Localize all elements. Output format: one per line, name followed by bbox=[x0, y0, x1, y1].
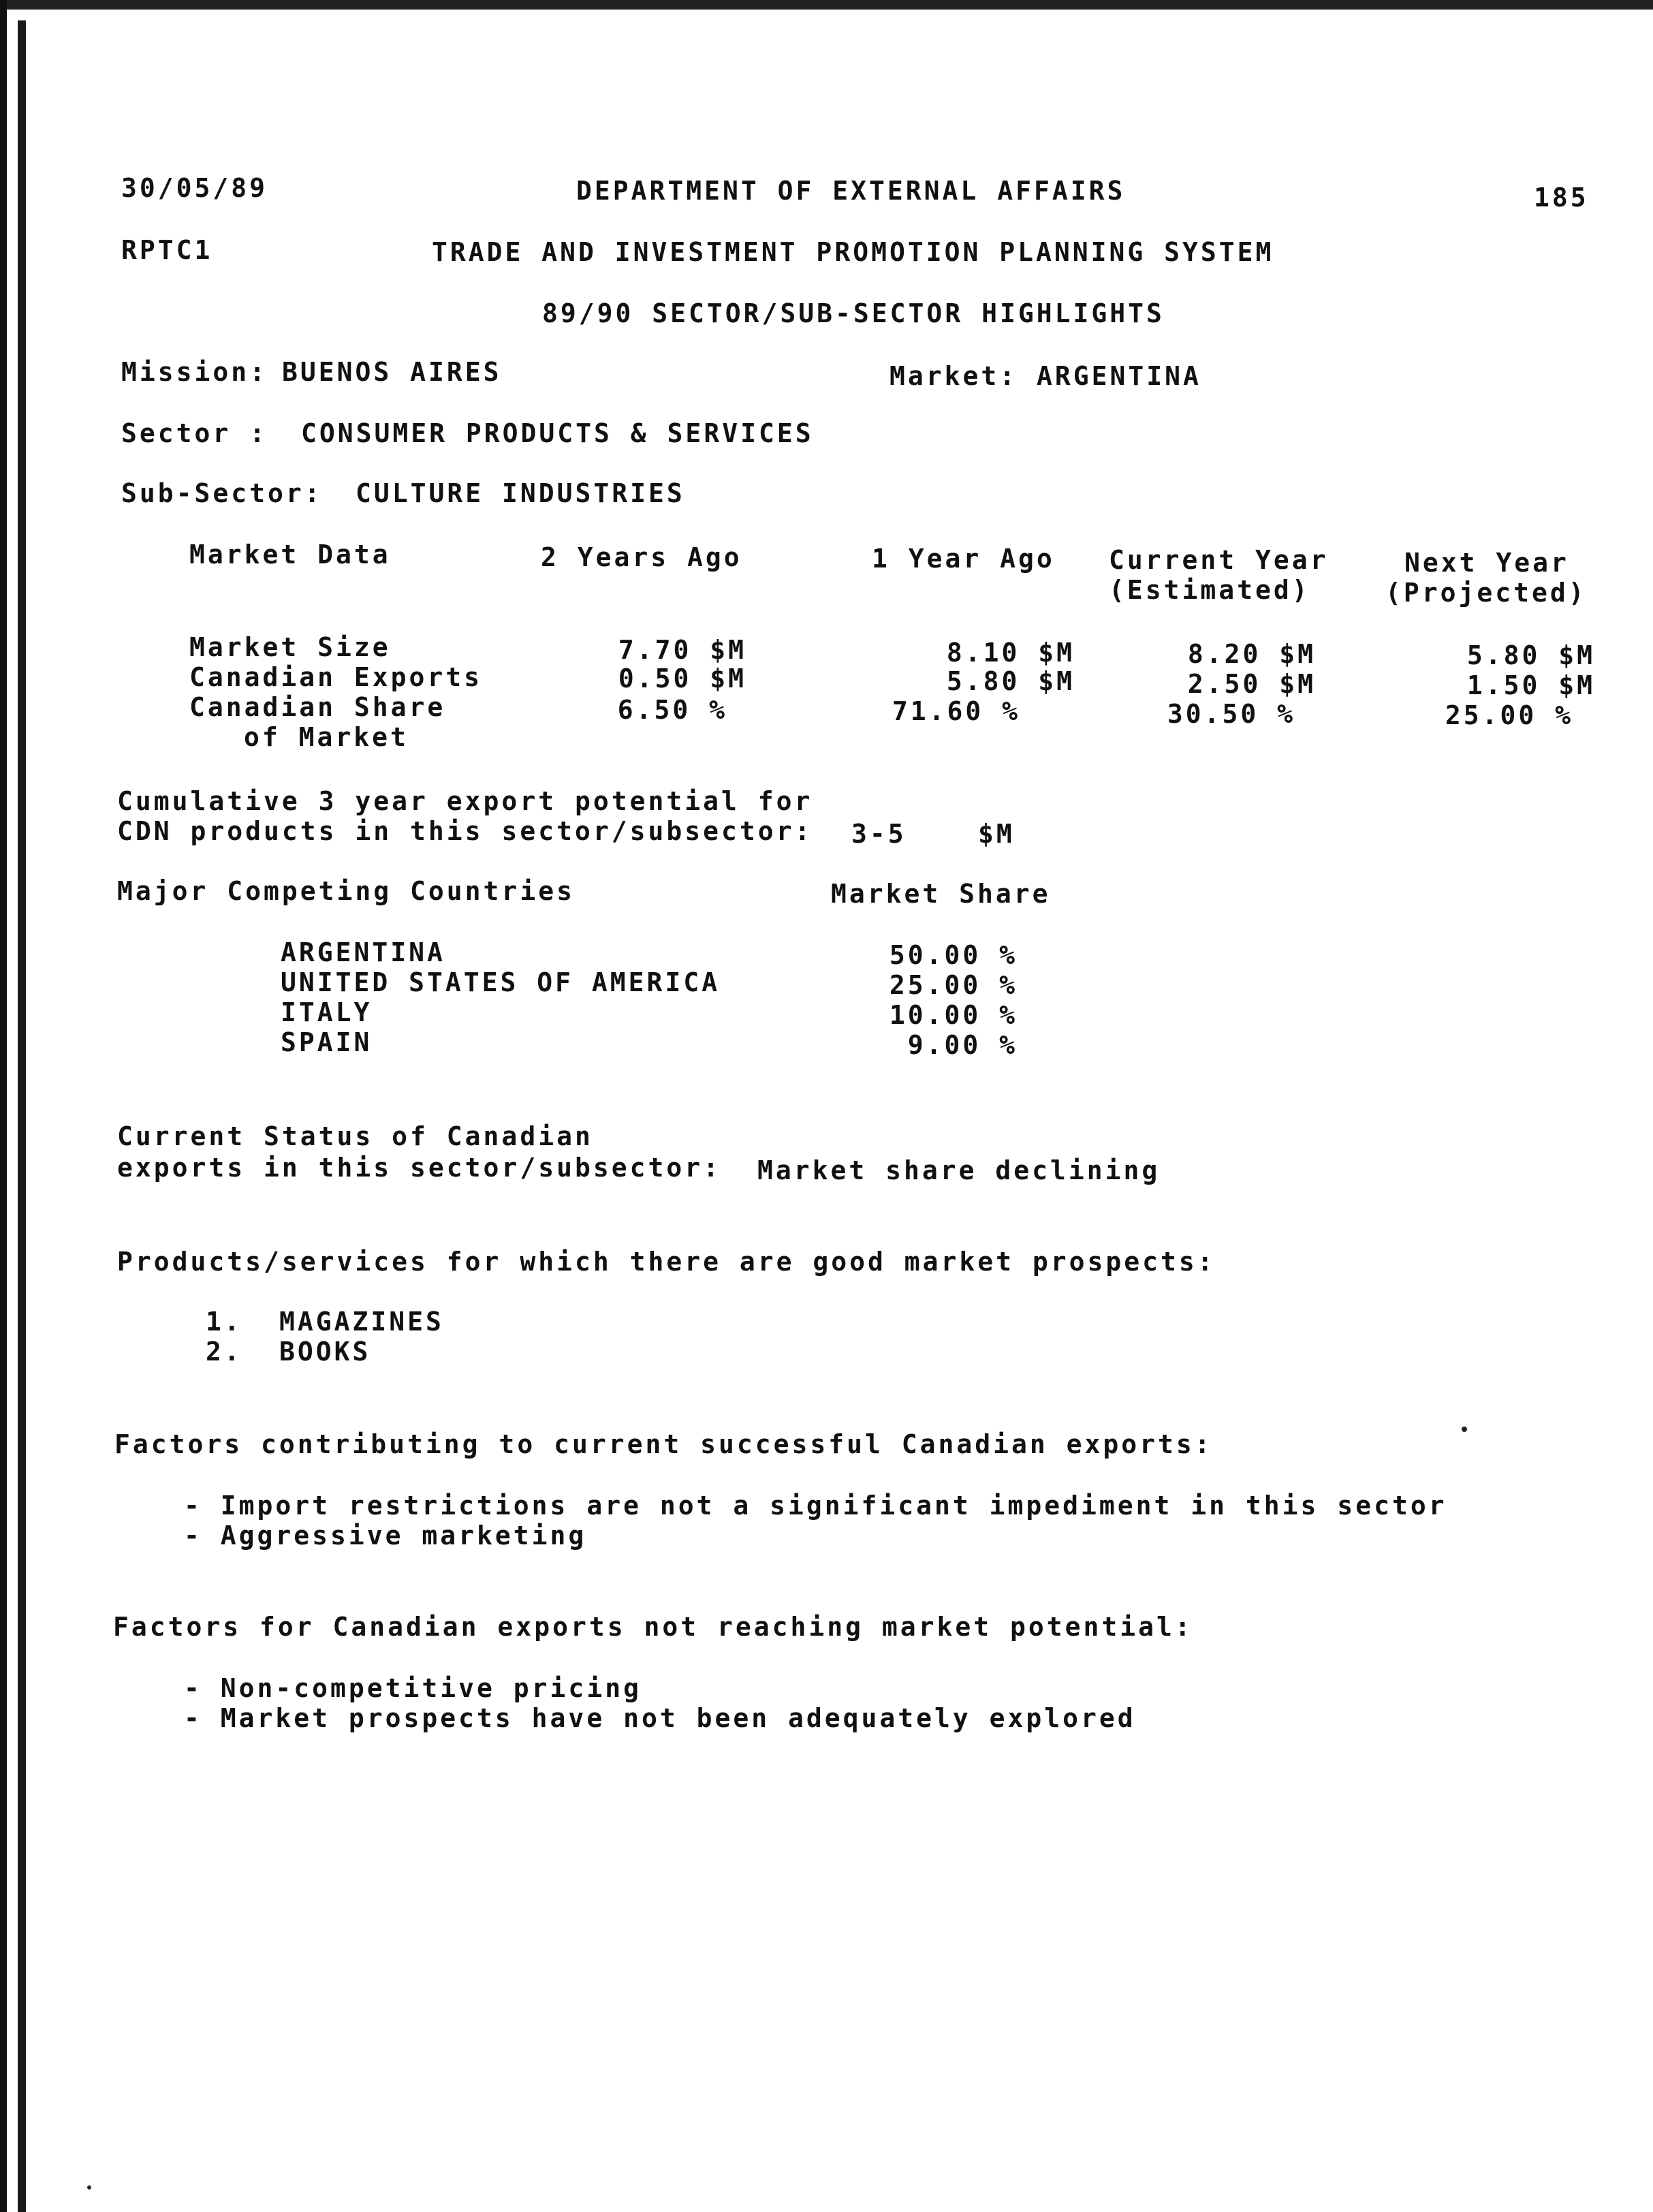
success-factor-item: - Import restrictions are not a significant impediment in this sector bbox=[184, 1491, 1447, 1521]
cell-canadian-share-2y: 6.50 % bbox=[617, 695, 727, 725]
mission-label: Mission: bbox=[121, 357, 268, 387]
market-value: ARGENTINA bbox=[1037, 361, 1201, 391]
cell-canadian-share-1y: 71.60 % bbox=[892, 696, 1020, 726]
cell-canadian-exports-next: 1.50 $M bbox=[1466, 670, 1595, 700]
cell-market-size-next: 5.80 $M bbox=[1466, 640, 1595, 670]
cumulative-unit: $M bbox=[978, 819, 1015, 849]
col-header-next-year-sub: (Projected) bbox=[1385, 578, 1587, 608]
success-factor-item: - Aggressive marketing bbox=[184, 1521, 587, 1551]
sector-value: CONSUMER PRODUCTS & SERVICES bbox=[301, 418, 814, 448]
success-factors-heading: Factors contributing to current successful Canadian exports: bbox=[114, 1429, 1213, 1459]
col-header-one-year-ago: 1 Year Ago bbox=[872, 544, 1055, 574]
cell-canadian-share-next: 25.00 % bbox=[1445, 700, 1573, 730]
cell-canadian-exports-1y: 5.80 $M bbox=[946, 666, 1075, 696]
cell-market-size-current: 8.20 $M bbox=[1187, 639, 1316, 669]
system-title: TRADE AND INVESTMENT PROMOTION PLANNING SYSTEM bbox=[432, 237, 1274, 267]
cell-market-size-1y: 8.10 $M bbox=[946, 638, 1075, 668]
cell-canadian-exports-current: 2.50 $M bbox=[1187, 669, 1316, 699]
scan-binding-line bbox=[18, 20, 26, 2212]
shortfall-factors-heading: Factors for Canadian exports not reaching market potential: bbox=[113, 1612, 1193, 1642]
cumulative-line-1: Cumulative 3 year export potential for bbox=[117, 786, 813, 816]
prospects-heading: Products/services for which there are good market prospects: bbox=[117, 1247, 1216, 1277]
competitor-country: SPAIN bbox=[281, 1027, 373, 1057]
row-label-canadian-share: Canadian Share bbox=[189, 692, 446, 722]
cell-canadian-exports-2y: 0.50 $M bbox=[618, 664, 746, 694]
shortfall-factor-item: - Non-competitive pricing bbox=[184, 1673, 642, 1703]
subsector-value: CULTURE INDUSTRIES bbox=[356, 478, 685, 508]
prospect-number: 1. bbox=[206, 1307, 242, 1337]
row-label-market-size: Market Size bbox=[189, 632, 391, 662]
prospect-item: MAGAZINES bbox=[279, 1307, 444, 1337]
col-header-market-data: Market Data bbox=[189, 540, 391, 570]
cell-market-size-2y: 7.70 $M bbox=[618, 635, 746, 665]
market-label: Market: bbox=[890, 361, 1018, 391]
mission-value: BUENOS AIRES bbox=[282, 357, 502, 387]
subsector-label: Sub-Sector: bbox=[121, 478, 323, 508]
page-number: 185 bbox=[1534, 183, 1589, 213]
status-line-1: Current Status of Canadian bbox=[117, 1121, 593, 1151]
competitor-country: ARGENTINA bbox=[281, 937, 445, 967]
competitor-country: ITALY bbox=[281, 997, 373, 1027]
department-name: DEPARTMENT OF EXTERNAL AFFAIRS bbox=[576, 176, 1126, 206]
prospect-number: 2. bbox=[206, 1337, 242, 1367]
scan-speck bbox=[87, 2185, 91, 2190]
col-header-two-years-ago: 2 Years Ago bbox=[541, 542, 742, 572]
col-header-current-year-sub: (Estimated) bbox=[1109, 575, 1310, 605]
report-code: RPTC1 bbox=[121, 235, 213, 265]
competitor-share: 25.00 % bbox=[889, 970, 1018, 1000]
scan-top-edge bbox=[0, 0, 1653, 10]
cell-canadian-share-current: 30.50 % bbox=[1167, 699, 1295, 729]
competitors-heading: Major Competing Countries bbox=[117, 876, 575, 906]
status-value: Market share declining bbox=[757, 1155, 1161, 1185]
col-header-current-year: Current Year bbox=[1109, 545, 1329, 575]
shortfall-factor-item: - Market prospects have not been adequately explored bbox=[184, 1703, 1136, 1733]
scan-left-edge bbox=[0, 0, 7, 2212]
report-title: 89/90 SECTOR/SUB-SECTOR HIGHLIGHTS bbox=[542, 298, 1165, 328]
status-line-2: exports in this sector/subsector: bbox=[117, 1153, 721, 1183]
col-header-next-year: Next Year bbox=[1404, 548, 1569, 578]
prospect-item: BOOKS bbox=[279, 1337, 371, 1367]
report-date: 30/05/89 bbox=[121, 173, 268, 203]
cumulative-range: 3-5 bbox=[851, 819, 907, 849]
competitor-share: 50.00 % bbox=[889, 940, 1018, 970]
competitor-share: 10.00 % bbox=[889, 1000, 1018, 1030]
competitor-country: UNITED STATES OF AMERICA bbox=[281, 967, 721, 997]
market-share-heading: Market Share bbox=[831, 879, 1051, 909]
row-label-canadian-share-sub: of Market bbox=[244, 722, 409, 752]
competitor-share: 9.00 % bbox=[907, 1030, 1018, 1060]
sector-label: Sector : bbox=[121, 418, 268, 448]
row-label-canadian-exports: Canadian Exports bbox=[189, 662, 483, 692]
scan-speck bbox=[1462, 1427, 1467, 1432]
cumulative-line-2: CDN products in this sector/subsector: bbox=[117, 816, 813, 846]
